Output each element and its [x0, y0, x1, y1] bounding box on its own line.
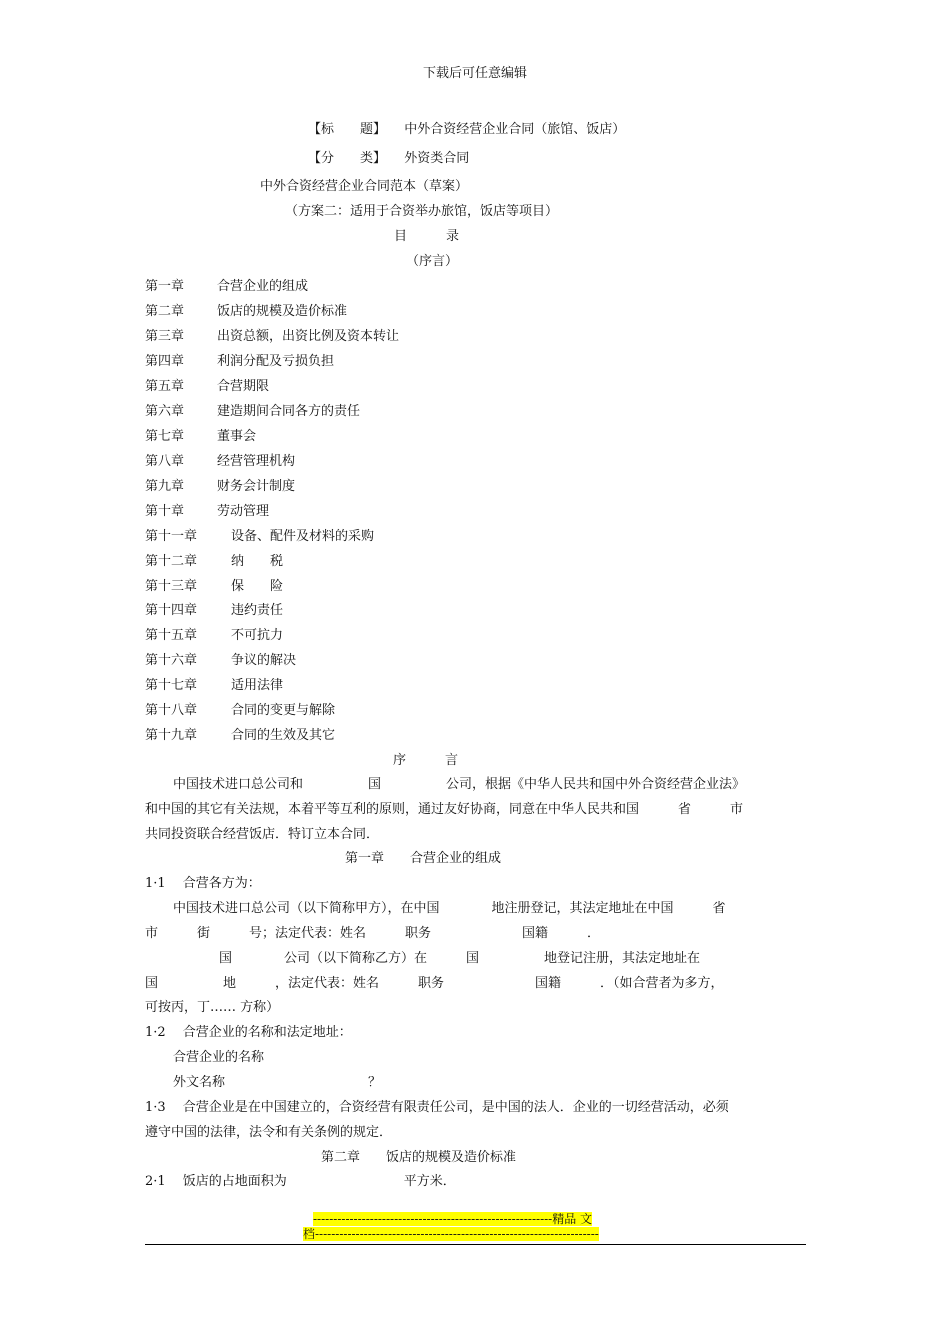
toc-preface: （序言） [406, 254, 459, 269]
document-subtitle: （方案二：适用于合资举办旅馆，饭店等项目） [285, 204, 559, 219]
chapter-2-heading: 第二章 饭店的规模及造价标准 [321, 1150, 517, 1165]
footer-watermark-text: -----------------------------------------------------------精品 文 [313, 1212, 593, 1226]
category-value: 外资类合同 [404, 151, 470, 166]
title-label: 【标 题】 [308, 122, 387, 137]
preface-heading: 序 言 [393, 753, 459, 768]
preface-paragraph-line: 共同投资联合经营饭店．特订立本合同． [145, 827, 380, 842]
preface-paragraph-line: 和中国的其它有关法规，本着平等互利的原则，通过友好协商，同意在中华人民共和国 省 市 [145, 802, 744, 817]
clause-1-1-text: 可按丙，丁…… 方称） [145, 1000, 280, 1015]
toc-item-title: 经营管理机构 [217, 454, 296, 469]
clause-1-1-text: 中国技术进口总公司（以下简称甲方），在中国 地注册登记，其法定地址在中国 省 [173, 901, 726, 916]
toc-item-title: 合同的生效及其它 [231, 728, 336, 743]
toc-item-number: 第十七章 [145, 678, 198, 693]
toc-item-number: 第十章 [145, 504, 185, 519]
toc-item-title: 董事会 [217, 429, 257, 444]
toc-item-number: 第十四章 [145, 603, 198, 618]
toc-item-number: 第八章 [145, 454, 185, 469]
toc-item-number: 第十一章 [145, 529, 198, 544]
toc-item-title: 设备、配件及材料的采购 [231, 529, 375, 544]
toc-item-title: 财务会计制度 [217, 479, 296, 494]
clause-1-1-text: 国 地 ，法定代表：姓名 职务 国籍 ．（如合营者为多方， [145, 976, 724, 991]
clause-1-1-text: 市 街 号；法定代表：姓名 职务 国籍 ． [145, 926, 601, 941]
toc-item-title: 饭店的规模及造价标准 [217, 304, 348, 319]
clause-2-1: 2·1 饭店的占地面积为 平方米． [145, 1174, 456, 1189]
footer-watermark-line2 [303, 1227, 599, 1241]
clause-1-3-text: 遵守中国的法律，法令和有关条例的规定． [145, 1125, 393, 1140]
category-meta-row [308, 151, 469, 167]
preface-paragraph-line: 中国技术进口总公司和 国 公司，根据《中华人民共和国中外合资经营企业法》 [173, 777, 746, 792]
toc-item-title: 劳动管理 [217, 504, 270, 519]
clause-1-2: 1·2 合营企业的名称和法定地址： [145, 1025, 352, 1040]
toc-item-title: 违约责任 [231, 603, 284, 618]
toc-item-number: 第十五章 [145, 628, 198, 643]
category-label: 【分 类】 [308, 151, 387, 166]
toc-item-title: 合同的变更与解除 [231, 703, 336, 718]
footer-watermark-text: 档---------------------------------------------------------------------- [303, 1227, 599, 1241]
clause-1-3: 1·3 合营企业是在中国建立的，合资经营有限责任公司，是中国的法人．企业的一切经营活动，必须 [145, 1100, 729, 1115]
toc-item-number: 第七章 [145, 429, 185, 444]
toc-item-title: 建造期间合同各方的责任 [217, 404, 361, 419]
clause-1-2-text: 合营企业的名称 [173, 1050, 265, 1065]
title-meta-row [308, 122, 625, 138]
toc-heading: 目 录 [394, 229, 460, 244]
title-value: 中外合资经营企业合同（旅馆、饭店） [404, 122, 626, 137]
document-title: 中外合资经营企业合同范本（草案） [260, 179, 469, 194]
clause-1-2-text: 外文名称 ？ [173, 1075, 382, 1090]
toc-item-title: 纳 税 [231, 554, 284, 569]
footer-divider [145, 1244, 806, 1245]
footer-watermark-line1 [313, 1212, 592, 1226]
toc-item-number: 第十六章 [145, 653, 198, 668]
toc-item-title: 适用法律 [231, 678, 284, 693]
chapter-1-heading: 第一章 合营企业的组成 [345, 851, 502, 866]
toc-item-number: 第十三章 [145, 579, 198, 594]
toc-item-number: 第四章 [145, 354, 185, 369]
toc-item-title: 保 险 [231, 579, 284, 594]
toc-item-number: 第十九章 [145, 728, 198, 743]
toc-item-title: 出资总额，出资比例及资本转让 [217, 329, 400, 344]
toc-item-number: 第二章 [145, 304, 185, 319]
toc-item-title: 合营企业的组成 [217, 279, 309, 294]
toc-item-number: 第三章 [145, 329, 185, 344]
toc-item-title: 合营期限 [217, 379, 270, 394]
toc-item-number: 第一章 [145, 279, 185, 294]
clause-1-1: 1·1 合营各方为： [145, 876, 261, 891]
toc-item-title: 利润分配及亏损负担 [217, 354, 335, 369]
toc-item-title: 争议的解决 [231, 653, 297, 668]
toc-item-number: 第九章 [145, 479, 185, 494]
page-header: 下载后可任意编辑 [422, 66, 527, 81]
toc-item-title: 不可抗力 [231, 628, 284, 643]
clause-1-1-text: 国 公司（以下简称乙方）在 国 地登记注册，其法定地址在 [219, 951, 701, 966]
toc-item-number: 第十二章 [145, 554, 198, 569]
toc-item-number: 第五章 [145, 379, 185, 394]
toc-item-number: 第六章 [145, 404, 185, 419]
toc-item-number: 第十八章 [145, 703, 198, 718]
